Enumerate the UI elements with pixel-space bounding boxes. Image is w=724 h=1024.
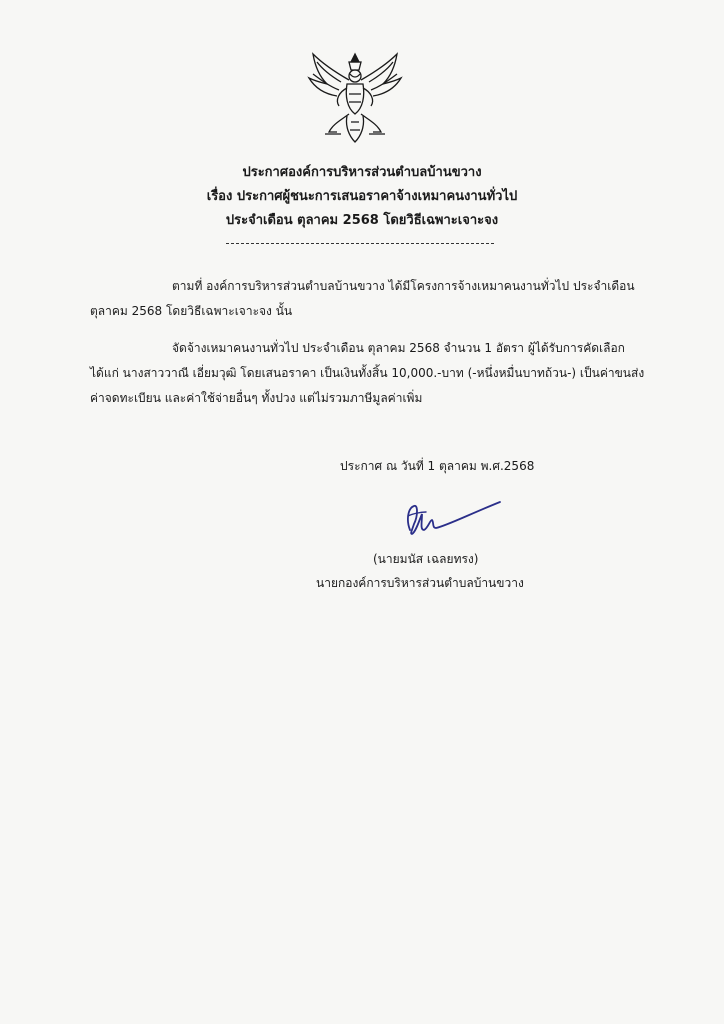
paragraph-1-line-2: ตุลาคม 2568 โดยวิธีเฉพาะเจาะจง นั้น xyxy=(90,304,293,318)
announcement-title: ประกาศองค์การบริหารส่วนตำบลบ้านขวาง xyxy=(242,165,482,180)
announcement-date: ประกาศ ณ วันที่ 1 ตุลาคม พ.ศ.2568 xyxy=(340,459,535,473)
announcement-period: ประจำเดือน ตุลาคม 2568 โดยวิธีเฉพาะเจาะจง xyxy=(225,213,499,228)
handwritten-signature xyxy=(400,500,504,538)
garuda-emblem-icon xyxy=(305,50,405,146)
signer-title: นายกองค์การบริหารส่วนตำบลบ้านขวาง xyxy=(316,576,524,590)
paragraph-2-line-2: ได้แก่ นางสาววาณี เอี่ยมวุฒิ โดยเสนอราคา เป็นเงินทั้งสิ้น 10,000.-บาท (-หนึ่งหมื่นบาทถ้วน-) เป็นค่าขนส่ง xyxy=(90,366,645,380)
paragraph-2-line-3: ค่าจดทะเบียน และค่าใช้จ่ายอื่นๆ ทั้งปวง แต่ไม่รวมภาษีมูลค่าเพิ่ม xyxy=(90,391,423,405)
signer-name: (นายมนัส เฉลยทรง) xyxy=(373,552,479,566)
divider-dashed xyxy=(226,243,494,244)
paragraph-2-line-1: จัดจ้างเหมาคนงานทั่วไป ประจำเดือน ตุลาคม 2568 จำนวน 1 อัตรา ผู้ได้รับการคัดเลือก xyxy=(172,341,625,355)
paragraph-1-line-1: ตามที่ องค์การบริหารส่วนตำบลบ้านขวาง ได้มีโครงการจ้างเหมาคนงานทั่วไป ประจำเดือน xyxy=(172,279,635,293)
announcement-subject: เรื่อง ประกาศผู้ชนะการเสนอราคาจ้างเหมาคนงานทั่วไป xyxy=(206,189,518,204)
